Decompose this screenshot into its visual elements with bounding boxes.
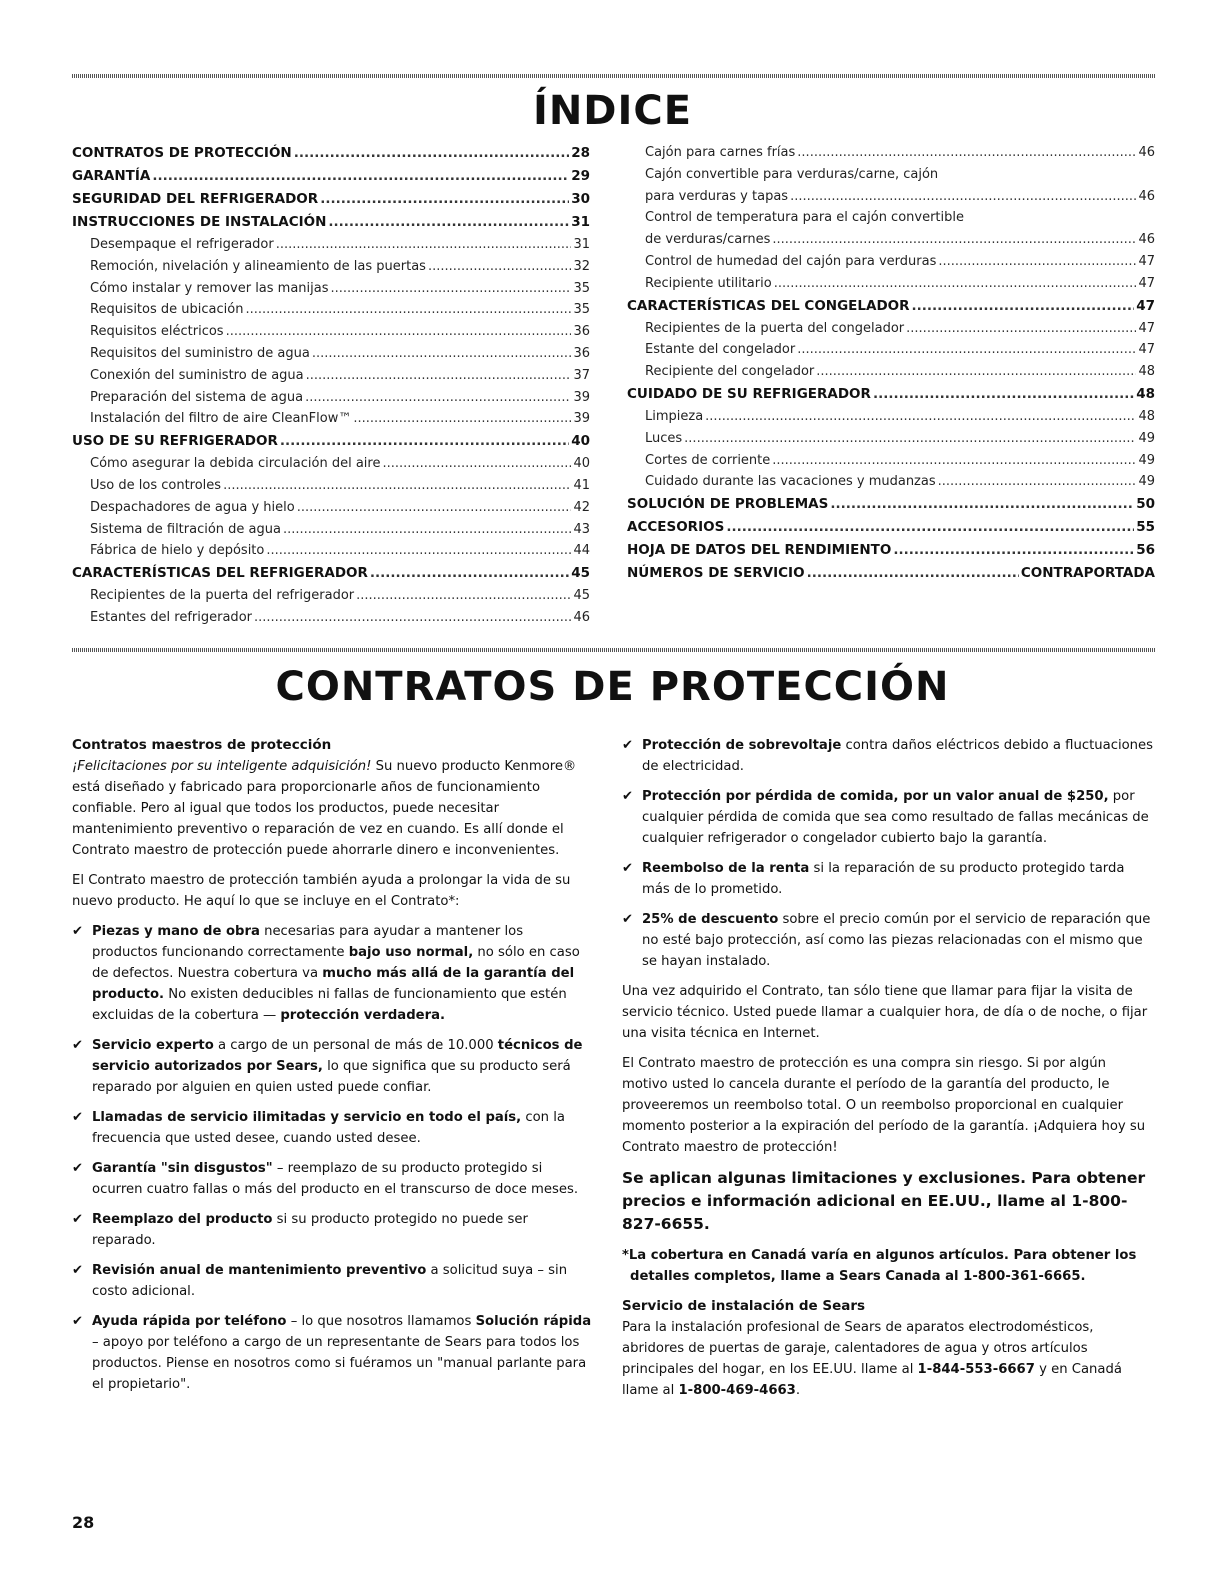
toc-entry-label: Recipientes de la puerta del refrigerador xyxy=(90,588,355,604)
toc-entry xyxy=(627,273,1155,295)
checkmark-icon: ✔ xyxy=(622,912,634,927)
benefit-item xyxy=(72,1311,592,1395)
benefit-text: No existen deducibles ni fallas de funcionamiento que estén excluidas de la cobertura — xyxy=(92,987,567,1023)
toc-entry xyxy=(72,585,590,607)
benefit-item xyxy=(622,786,1155,849)
benefit-text: necesarias para ayudar a mantener los productos funcionando correctamente xyxy=(92,924,524,960)
left-text-column xyxy=(72,735,592,1404)
toc-entry-label: Cómo instalar y remover las manijas xyxy=(90,280,329,296)
toc-entry xyxy=(627,383,1155,406)
toc-dot-leader xyxy=(705,406,1136,428)
toc-entry-page: 37 xyxy=(573,367,590,383)
install-service-heading: Servicio de instalación de Sears xyxy=(622,1298,866,1314)
toc-dot-leader xyxy=(306,365,572,387)
toc-right-column xyxy=(627,142,1155,585)
checkmark-icon: ✔ xyxy=(622,789,634,804)
benefit-bold-text: Ayuda rápida por teléfono xyxy=(92,1314,287,1329)
toc-entry xyxy=(627,339,1155,361)
toc-entry-page: 47 xyxy=(1138,253,1155,269)
toc-entry-label: HOJA DE DATOS DEL RENDIMIENTO xyxy=(627,542,892,559)
limitations-notice: Se aplican algunas limitaciones y exclusiones. Para obtener precios e información adicional en EE.UU., llame al 1-800-827-6655. xyxy=(622,1169,1146,1233)
benefit-bold-text: Reemplazo del producto xyxy=(92,1212,273,1227)
toc-entry xyxy=(72,497,590,519)
toc-entry-label: Cajón convertible para verduras/carne, cajón xyxy=(645,166,939,182)
toc-entry-label: para verduras y tapas xyxy=(645,188,789,204)
toc-dot-leader xyxy=(912,295,1135,318)
checkmark-icon: ✔ xyxy=(72,1161,84,1176)
toc-dot-leader xyxy=(276,234,572,256)
toc-dot-leader xyxy=(382,453,571,475)
toc-dot-leader xyxy=(305,387,571,409)
benefit-text: si la reparación de su producto protegido tarda más de lo prometido. xyxy=(642,861,1125,897)
benefit-item xyxy=(72,1035,592,1098)
toc-entry-label: Desempaque el refrigerador xyxy=(90,237,274,252)
toc-entry-page: 56 xyxy=(1136,542,1155,559)
toc-entry-page: 45 xyxy=(571,565,590,582)
toc-entry-label: Luces xyxy=(645,430,683,446)
toc-entry-page: 55 xyxy=(1136,519,1155,536)
benefit-text: si su producto protegido no puede ser reparado. xyxy=(92,1212,528,1248)
toc-entry-label: Instalación del filtro de aire CleanFlow™ xyxy=(90,411,352,427)
toc-entry xyxy=(627,251,1155,273)
benefit-bold-text: 25% de descuento xyxy=(642,912,779,927)
toc-entry-page: 45 xyxy=(573,588,590,604)
toc-entry-label: Estantes del refrigerador xyxy=(90,609,252,625)
checkmark-icon: ✔ xyxy=(72,1110,84,1125)
toc-entry-label: Sistema de filtración de agua xyxy=(90,521,281,537)
benefit-text: lo que significa que su producto será reparado por alguien en quien usted puede confiar. xyxy=(92,1059,571,1095)
toc-entry-label: Conexión del suministro de agua xyxy=(90,367,304,383)
toc-entry-label: USO DE SU REFRIGERADOR xyxy=(72,433,278,450)
toc-entry xyxy=(627,207,1155,229)
toc-entry xyxy=(72,299,590,321)
toc-entry-page: 36 xyxy=(573,324,590,340)
intro-italic: ¡Felicitaciones por su inteligente adquisición! xyxy=(72,759,372,774)
install-service-text xyxy=(622,1317,1155,1401)
toc-entry-page: 46 xyxy=(573,609,590,625)
benefit-bold-text: Llamadas de servicio ilimitadas y servicio en todo el país, xyxy=(92,1110,522,1125)
benefit-item xyxy=(72,1158,592,1200)
toc-entry-label: Remoción, nivelación y alineamiento de las puertas xyxy=(90,258,426,274)
toc-entry-page: 48 xyxy=(1138,364,1155,380)
toc-entry-page: CONTRAPORTADA xyxy=(1020,565,1155,582)
toc-dot-leader xyxy=(280,430,569,453)
install-text-b: y en Canadá llame al xyxy=(622,1362,1122,1398)
toc-dot-leader xyxy=(807,562,1019,585)
toc-entry-page: 43 xyxy=(573,521,590,537)
toc-entry-page: 29 xyxy=(571,168,590,184)
toc-entry-label: NÚMEROS DE SERVICIO xyxy=(627,565,805,582)
toc-entry-label: Recipientes de la puerta del congelador xyxy=(645,320,905,336)
benefit-text: – apoyo por teléfono a cargo de un representante de Sears para todos los productos. Piense en nosotros como si fuéramos un "manual parlante para el propietario". xyxy=(92,1335,587,1392)
toc-dot-leader xyxy=(790,186,1136,208)
toc-entry-page: 49 xyxy=(1138,474,1155,490)
benefit-text: no sólo en caso de defectos. Nuestra cobertura va xyxy=(92,945,580,981)
toc-entry xyxy=(627,471,1155,493)
toc-entry xyxy=(627,539,1155,562)
benefit-bold-text: Servicio experto xyxy=(92,1038,214,1053)
toc-entry-page: 40 xyxy=(573,456,590,472)
toc-entry xyxy=(72,256,590,278)
intro-text: Su nuevo producto Kenmore® está diseñado y fabricado para proporcionarle años de funcionamiento confiable. Pero al igual que todos los productos, puede necesitar mantenimiento preventivo o reparación de vez en cuando. Es allí donde el Contrato maestro de protección puede ahorrarle dinero e inconvenientes. xyxy=(72,759,577,858)
toc-dot-leader xyxy=(312,343,572,365)
toc-entry-label: de verduras/carnes xyxy=(645,232,771,248)
toc-entry-label: Control de temperatura para el cajón convertible xyxy=(645,210,965,226)
top-rule xyxy=(72,74,1155,78)
toc-entry-page: 30 xyxy=(571,191,590,207)
toc-entry-page: 44 xyxy=(573,543,590,559)
toc-entry xyxy=(72,607,590,629)
toc-entry-label: CARACTERÍSTICAS DEL CONGELADOR xyxy=(627,297,910,314)
toc-entry-page: 35 xyxy=(573,302,590,318)
toc-entry-label: Recipiente utilitario xyxy=(645,275,772,291)
toc-entry xyxy=(627,450,1155,472)
toc-entry-page: 47 xyxy=(1138,275,1155,291)
toc-dot-leader xyxy=(726,516,1134,539)
toc-entry xyxy=(72,387,590,409)
install-text-a: Para la instalación profesional de Sears de aparatos electrodomésticos, abridores de puertas de garaje, calentadores de agua y otros artículos principales del hogar, en los EE.UU. llame al xyxy=(622,1320,1094,1377)
benefit-bold-text: técnicos de servicio autorizados por Sears, xyxy=(92,1038,583,1074)
toc-dot-leader xyxy=(774,273,1137,295)
toc-dot-leader xyxy=(152,165,569,188)
toc-entry-label: Recipiente del congelador xyxy=(645,364,815,380)
toc-entry-page: 46 xyxy=(1138,145,1155,160)
toc-entry-label: Cuidado durante las vacaciones y mudanzas xyxy=(645,474,936,490)
benefit-text: a cargo de un personal de más de 10.000 xyxy=(213,1038,498,1053)
toc-entry-page: 49 xyxy=(1138,430,1155,446)
checkmark-icon: ✔ xyxy=(622,861,634,876)
toc-dot-leader xyxy=(797,142,1136,164)
toc-entry-label: SOLUCIÓN DE PROBLEMAS xyxy=(627,496,829,513)
toc-entry-page: 40 xyxy=(571,433,590,450)
toc-entry-page: 47 xyxy=(1136,297,1155,314)
toc-entry-label: Requisitos del suministro de agua xyxy=(90,345,310,361)
page-title: ÍNDICE xyxy=(532,88,693,134)
toc-entry xyxy=(627,428,1155,450)
toc-entry xyxy=(72,519,590,541)
toc-entry xyxy=(627,295,1155,318)
toc-entry-page: 31 xyxy=(573,237,590,252)
toc-entry-page: 39 xyxy=(573,411,590,427)
toc-dot-leader xyxy=(245,299,571,321)
right-text-column xyxy=(622,735,1155,1410)
toc-left-column xyxy=(72,142,590,629)
toc-dot-leader xyxy=(353,408,571,430)
toc-entry-label: CONTRATOS DE PROTECCIÓN xyxy=(72,145,292,161)
toc-entry-page: 46 xyxy=(1138,188,1155,204)
benefit-bold-text: protección verdadera. xyxy=(280,1008,445,1023)
toc-entry-label: Cortes de corriente xyxy=(645,452,771,468)
refund-paragraph: El Contrato maestro de protección es una compra sin riesgo. Si por algún motivo usted lo cancela durante el período de la garantía del producto, le proveeremos un reembolso total. O un reembolso proporcional en cualquier momento posterior a la expiración del período de la garantía. ¡Adquiera hoy su Contrato maestro de protección! xyxy=(622,1056,1146,1155)
page-number: 28 xyxy=(72,1513,95,1532)
toc-dot-leader xyxy=(906,318,1136,340)
toc-dot-leader xyxy=(320,188,569,211)
toc-dot-leader xyxy=(684,428,1136,450)
benefit-text: sobre el precio común por el servicio de reparación que no esté bajo protección, así como las piezas relacionadas con el mismo que se hayan instalado. xyxy=(642,912,1151,969)
section-title: CONTRATOS DE PROTECCIÓN xyxy=(275,664,950,710)
toc-dot-leader xyxy=(873,383,1134,406)
checkmark-icon: ✔ xyxy=(72,1314,84,1329)
contracts-heading: Contratos maestros de protección xyxy=(72,737,332,753)
toc-entry xyxy=(627,164,1155,186)
benefit-item xyxy=(72,1107,592,1149)
toc-entry xyxy=(627,406,1155,428)
toc-entry-page: 42 xyxy=(573,499,590,515)
toc-entry xyxy=(72,453,590,475)
toc-dot-leader xyxy=(356,585,571,607)
toc-entry-label: Estante del congelador xyxy=(645,342,796,358)
toc-dot-leader xyxy=(223,475,571,497)
checkmark-icon: ✔ xyxy=(72,1212,84,1227)
benefit-bold-text: bajo uso normal, xyxy=(348,945,474,960)
toc-entry-label: GARANTÍA xyxy=(72,168,151,184)
toc-entry-label: Requisitos eléctricos xyxy=(90,324,224,340)
intro-paragraph xyxy=(72,756,592,861)
toc-dot-leader xyxy=(772,450,1136,472)
toc-dot-leader xyxy=(816,361,1136,383)
benefit-item xyxy=(72,1209,592,1251)
toc-dot-leader xyxy=(938,471,1137,493)
benefit-text: contra daños eléctricos debido a fluctuaciones de electricidad. xyxy=(642,738,1154,774)
toc-entry-page: 28 xyxy=(571,145,590,161)
benefit-item xyxy=(72,921,592,1026)
benefit-bold-text: Piezas y mano de obra xyxy=(92,924,260,939)
toc-entry-page: 35 xyxy=(573,280,590,296)
coverage-paragraph: El Contrato maestro de protección también ayuda a prolongar la vida de su nuevo producto. He aquí lo que se incluye en el Contrato*: xyxy=(72,873,571,909)
toc-dot-leader xyxy=(772,229,1136,251)
toc-entry xyxy=(72,365,590,387)
toc-entry-label: SEGURIDAD DEL REFRIGERADOR xyxy=(72,191,319,207)
toc-entry xyxy=(72,278,590,300)
toc-entry-page: 36 xyxy=(573,345,590,361)
toc-entry-page: 46 xyxy=(1138,232,1155,248)
checkmark-icon: ✔ xyxy=(72,924,84,939)
right-benefit-list xyxy=(622,735,1155,972)
toc-entry xyxy=(627,361,1155,383)
toc-entry-page: 39 xyxy=(573,389,590,405)
middle-rule xyxy=(72,648,1155,652)
left-benefit-list xyxy=(72,921,592,1395)
toc-entry-label: Requisitos de ubicación xyxy=(90,302,244,318)
toc-entry-label: Uso de los controles xyxy=(90,477,222,493)
benefit-item xyxy=(622,858,1155,900)
toc-entry xyxy=(627,516,1155,539)
toc-entry xyxy=(72,562,590,585)
toc-dot-leader xyxy=(428,256,572,278)
toc-entry xyxy=(627,142,1155,164)
toc-entry xyxy=(627,493,1155,516)
toc-entry-label: ACCESORIOS xyxy=(627,519,725,536)
toc-entry-label: Limpieza xyxy=(645,408,704,424)
toc-entry-label: Fábrica de hielo y depósito xyxy=(90,543,265,559)
toc-dot-leader xyxy=(254,607,571,629)
toc-dot-leader xyxy=(938,251,1136,273)
benefit-bold-text: Protección por pérdida de comida, por un valor anual de $250, xyxy=(642,789,1109,804)
benefit-item xyxy=(622,735,1155,777)
toc-entry-page: 48 xyxy=(1136,385,1155,402)
toc-dot-leader xyxy=(797,339,1136,361)
toc-entry xyxy=(627,562,1155,585)
toc-entry xyxy=(72,234,590,256)
benefit-text: por cualquier pérdida de comida que sea como resultado de fallas mecánicas de cualquier refrigerador o congelador cubierto bajo la garantía. xyxy=(642,789,1149,846)
toc-entry xyxy=(72,321,590,343)
benefit-bold-text: Solución rápida xyxy=(475,1314,592,1329)
toc-entry-label: Preparación del sistema de agua xyxy=(90,389,304,405)
benefit-bold-text: Protección de sobrevoltaje xyxy=(642,738,842,753)
toc-entry xyxy=(72,475,590,497)
checkmark-icon: ✔ xyxy=(622,738,634,753)
toc-dot-leader xyxy=(266,540,571,562)
benefit-item xyxy=(622,909,1155,972)
toc-entry-label: INSTRUCCIONES DE INSTALACIÓN xyxy=(72,214,327,230)
toc-dot-leader xyxy=(328,211,569,234)
toc-entry-page: 47 xyxy=(1138,342,1155,358)
toc-entry xyxy=(72,540,590,562)
toc-entry-page: 47 xyxy=(1138,320,1155,336)
toc-entry-label: CUIDADO DE SU REFRIGERADOR xyxy=(627,385,871,402)
toc-entry xyxy=(72,408,590,430)
toc-entry-page: 41 xyxy=(573,477,590,493)
toc-entry xyxy=(72,211,590,234)
toc-dot-leader xyxy=(331,278,572,300)
toc-entry-page: 32 xyxy=(573,258,590,274)
toc-dot-leader xyxy=(226,321,572,343)
toc-entry-page: 31 xyxy=(571,214,590,230)
toc-dot-leader xyxy=(830,493,1134,516)
toc-entry-label: Despachadores de agua y hielo xyxy=(90,499,295,515)
benefit-bold-text: Garantía "sin disgustos" xyxy=(92,1161,273,1176)
benefit-bold-text: Revisión anual de mantenimiento preventivo xyxy=(92,1263,427,1278)
toc-entry xyxy=(72,188,590,211)
toc-dot-leader xyxy=(283,519,571,541)
toc-entry xyxy=(627,318,1155,340)
toc-entry xyxy=(72,142,590,165)
install-phone-us: 1-844-553-6667 xyxy=(917,1362,1035,1377)
toc-entry xyxy=(72,343,590,365)
benefit-text: a solicitud suya – sin costo adicional. xyxy=(92,1263,568,1299)
checkmark-icon: ✔ xyxy=(72,1038,84,1053)
toc-entry-page: 49 xyxy=(1138,452,1155,468)
benefit-bold-text: Reembolso de la renta xyxy=(642,861,810,876)
toc-dot-leader xyxy=(370,562,569,585)
benefit-bold-text: mucho más allá de la garantía del producto. xyxy=(92,966,575,1002)
toc-dot-leader xyxy=(297,497,572,519)
benefit-item xyxy=(72,1260,592,1302)
toc-dot-leader xyxy=(294,142,569,165)
visit-paragraph: Una vez adquirido el Contrato, tan sólo tiene que llamar para fijar la visita de servicio técnico. Usted puede llamar a cualquier hora, de día o de noche, o fijar una visita técnica en Internet. xyxy=(622,984,1148,1041)
canada-note: *La cobertura en Canadá varía en algunos artículos. Para obtener los detalles completos, llame a Sears Canada al 1-800-361-6665. xyxy=(622,1248,1137,1284)
install-text-c: . xyxy=(795,1383,801,1398)
toc-entry-page: 50 xyxy=(1136,496,1155,513)
toc-entry xyxy=(627,229,1155,251)
install-phone-ca: 1-800-469-4663 xyxy=(678,1383,796,1398)
checkmark-icon: ✔ xyxy=(72,1263,84,1278)
toc-entry xyxy=(72,430,590,453)
toc-dot-leader xyxy=(893,539,1134,562)
toc-entry-page: 48 xyxy=(1138,408,1155,424)
toc-entry-label: Cómo asegurar la debida circulación del aire xyxy=(90,456,381,472)
benefit-text: – reemplazo de su producto protegido si ocurren cuatro fallas o más del producto en el transcurso de doce meses. xyxy=(92,1161,579,1197)
toc-entry xyxy=(627,186,1155,208)
toc-entry-label: Cajón para carnes frías xyxy=(645,145,796,160)
benefit-text: – lo que nosotros llamamos xyxy=(286,1314,476,1329)
toc-entry-label: CARACTERÍSTICAS DEL REFRIGERADOR xyxy=(72,565,368,582)
benefit-text: con la frecuencia que usted desee, cuando usted desee. xyxy=(92,1110,565,1146)
toc-entry-label: Control de humedad del cajón para verduras xyxy=(645,253,937,269)
toc-entry xyxy=(72,165,590,188)
